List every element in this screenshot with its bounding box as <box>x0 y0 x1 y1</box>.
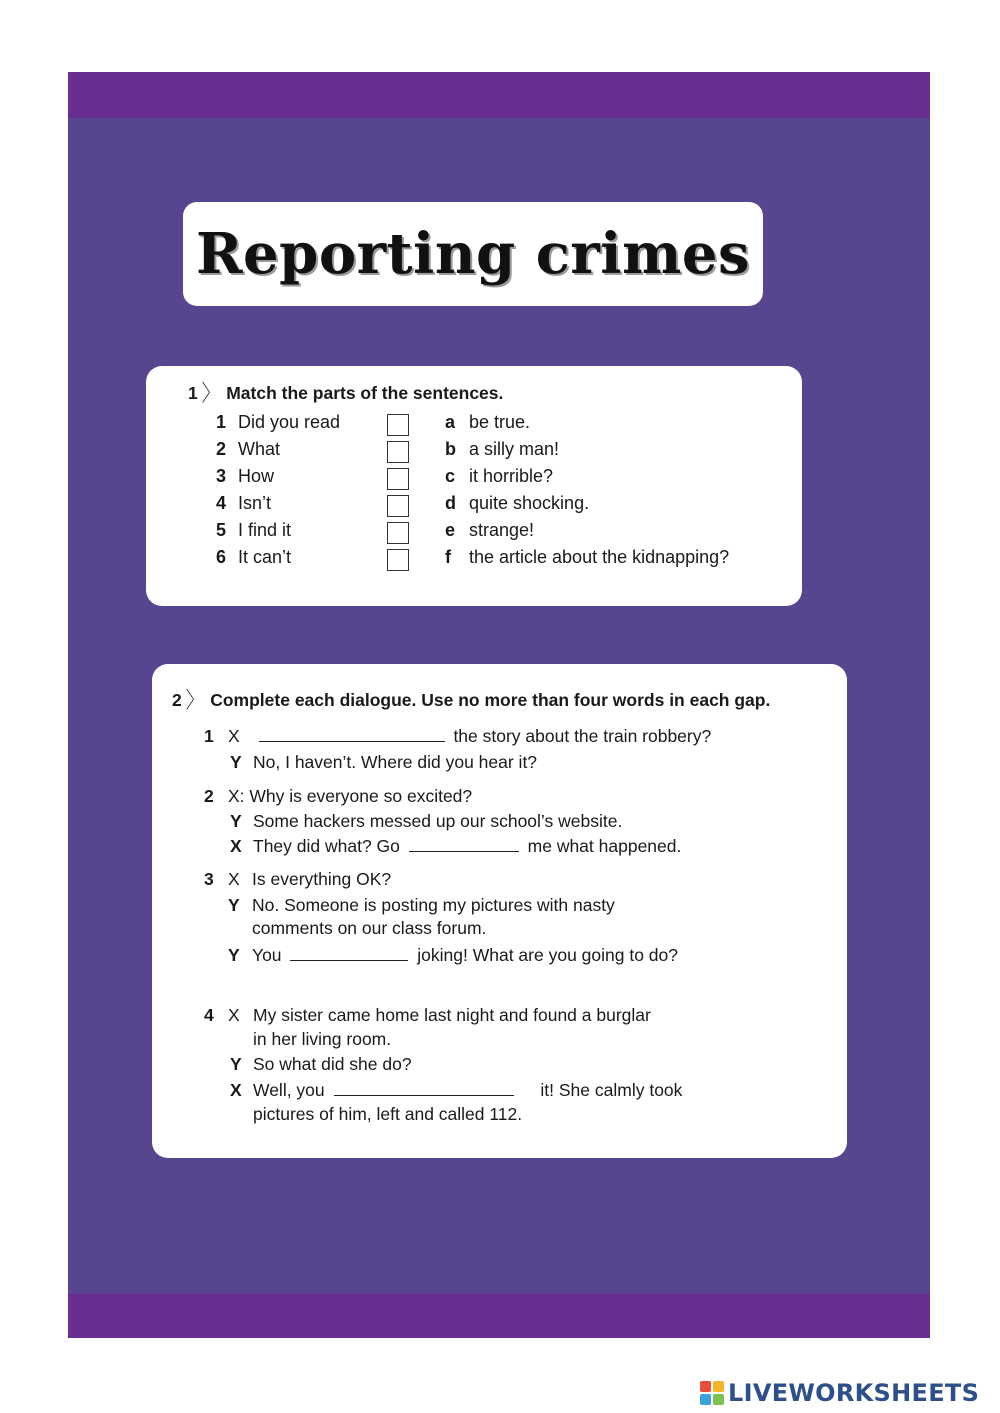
logo-square <box>713 1394 724 1405</box>
sentence-end: the article about the kidnapping? <box>469 547 730 567</box>
line-text: the story about the train robbery? <box>453 726 712 746</box>
sentence-end: quite shocking. <box>469 493 590 513</box>
answer-gap[interactable] <box>259 740 445 742</box>
dialogue-line <box>228 726 711 747</box>
line-text: joking! What are you going to do? <box>417 945 679 965</box>
line-text: it! She calmly took <box>540 1080 683 1100</box>
item-letter: e <box>445 520 456 540</box>
speaker-label: Y <box>230 1054 242 1074</box>
line-text: me what happened. <box>527 836 682 856</box>
dialogue-exercise-card <box>152 664 847 1158</box>
line-text: They did what? Go <box>253 836 400 856</box>
line-text: in her living room. <box>253 1029 392 1049</box>
item-number: 3 <box>216 466 227 486</box>
logo-square <box>700 1381 711 1392</box>
logo-mark-icon <box>700 1381 724 1405</box>
line-text: Is everything OK? <box>252 869 392 889</box>
speaker-label: Y <box>230 811 242 831</box>
answer-box[interactable] <box>387 495 409 517</box>
item-number: 2 <box>216 439 227 459</box>
chevron-right-icon: 〉 <box>201 380 220 407</box>
speaker-label: Y <box>230 752 242 772</box>
item-number: 4 <box>216 493 227 513</box>
sentence-start: It can’t <box>238 547 292 567</box>
answer-gap[interactable] <box>290 959 408 961</box>
exercise-instruction: Complete each dialogue. Use no more than four words in each gap. <box>210 690 771 710</box>
answer-gap[interactable] <box>409 850 519 852</box>
sentence-start: I find it <box>238 520 292 540</box>
exercise-number: 2 <box>172 690 182 710</box>
liveworksheets-logo <box>700 1380 979 1406</box>
line-text: No. Someone is posting my pictures with nasty <box>252 895 615 915</box>
sentence-end: strange! <box>469 520 535 540</box>
line-text: You <box>252 945 282 965</box>
line-text: Well, you <box>253 1080 325 1100</box>
answer-box[interactable] <box>387 414 409 436</box>
speaker-label: X <box>228 869 240 889</box>
answer-box[interactable] <box>387 522 409 544</box>
logo-square <box>700 1394 711 1405</box>
dialogue-line <box>252 945 678 966</box>
line-text: Some hackers messed up our school’s website. <box>253 811 623 831</box>
item-number: 5 <box>216 520 227 540</box>
answer-box[interactable] <box>387 549 409 571</box>
item-letter: f <box>445 547 451 567</box>
speaker-label: X <box>230 836 242 856</box>
exercise-2-heading <box>172 687 770 712</box>
dialogue-number: 4 <box>204 1005 214 1025</box>
answer-box[interactable] <box>387 468 409 490</box>
logo-text: LIVEWORKSHEETS <box>728 1379 980 1407</box>
exercise-1-heading <box>188 380 503 405</box>
match-exercise-card <box>146 366 802 606</box>
line-text: So what did she do? <box>253 1054 412 1074</box>
dialogue-line <box>253 1080 682 1101</box>
sentence-start: What <box>238 439 281 459</box>
dialogue-number: 2 <box>204 786 214 806</box>
speaker-label: X <box>228 726 240 746</box>
page-title: Reporting crimes <box>196 221 750 287</box>
chevron-right-icon: 〉 <box>185 687 204 714</box>
sentence-start: Isn’t <box>238 493 272 513</box>
worksheet-background <box>68 72 930 1338</box>
item-number: 1 <box>216 412 227 432</box>
item-letter: c <box>445 466 456 486</box>
item-number: 6 <box>216 547 227 567</box>
speaker-label: X <box>230 1080 242 1100</box>
item-letter: d <box>445 493 456 513</box>
item-letter: a <box>445 412 456 432</box>
exercise-instruction: Match the parts of the sentences. <box>226 383 504 403</box>
speaker-label: Y <box>228 895 240 915</box>
answer-gap[interactable] <box>334 1094 514 1096</box>
line-text: pictures of him, left and called 112. <box>253 1104 523 1124</box>
line-text: My sister came home last night and found a burglar <box>253 1005 651 1025</box>
speaker-label: X <box>228 1005 240 1025</box>
dialogue-number: 3 <box>204 869 214 889</box>
answer-box[interactable] <box>387 441 409 463</box>
line-text: No, I haven’t. Where did you hear it? <box>253 752 538 772</box>
bottom-band <box>68 1294 930 1338</box>
sentence-end: be true. <box>469 412 531 432</box>
dialogue-number: 1 <box>204 726 214 746</box>
line-text: comments on our class forum. <box>252 918 487 938</box>
sentence-start: How <box>238 466 275 486</box>
sentence-end: it horrible? <box>469 466 554 486</box>
title-box <box>183 202 763 306</box>
line-text: X: Why is everyone so excited? <box>228 786 473 806</box>
top-band <box>68 72 930 118</box>
dialogue-line <box>253 836 681 857</box>
speaker-label: Y <box>228 945 240 965</box>
sentence-start: Did you read <box>238 412 341 432</box>
exercise-number: 1 <box>188 383 198 403</box>
logo-square <box>713 1381 724 1392</box>
item-letter: b <box>445 439 456 459</box>
sentence-end: a silly man! <box>469 439 560 459</box>
